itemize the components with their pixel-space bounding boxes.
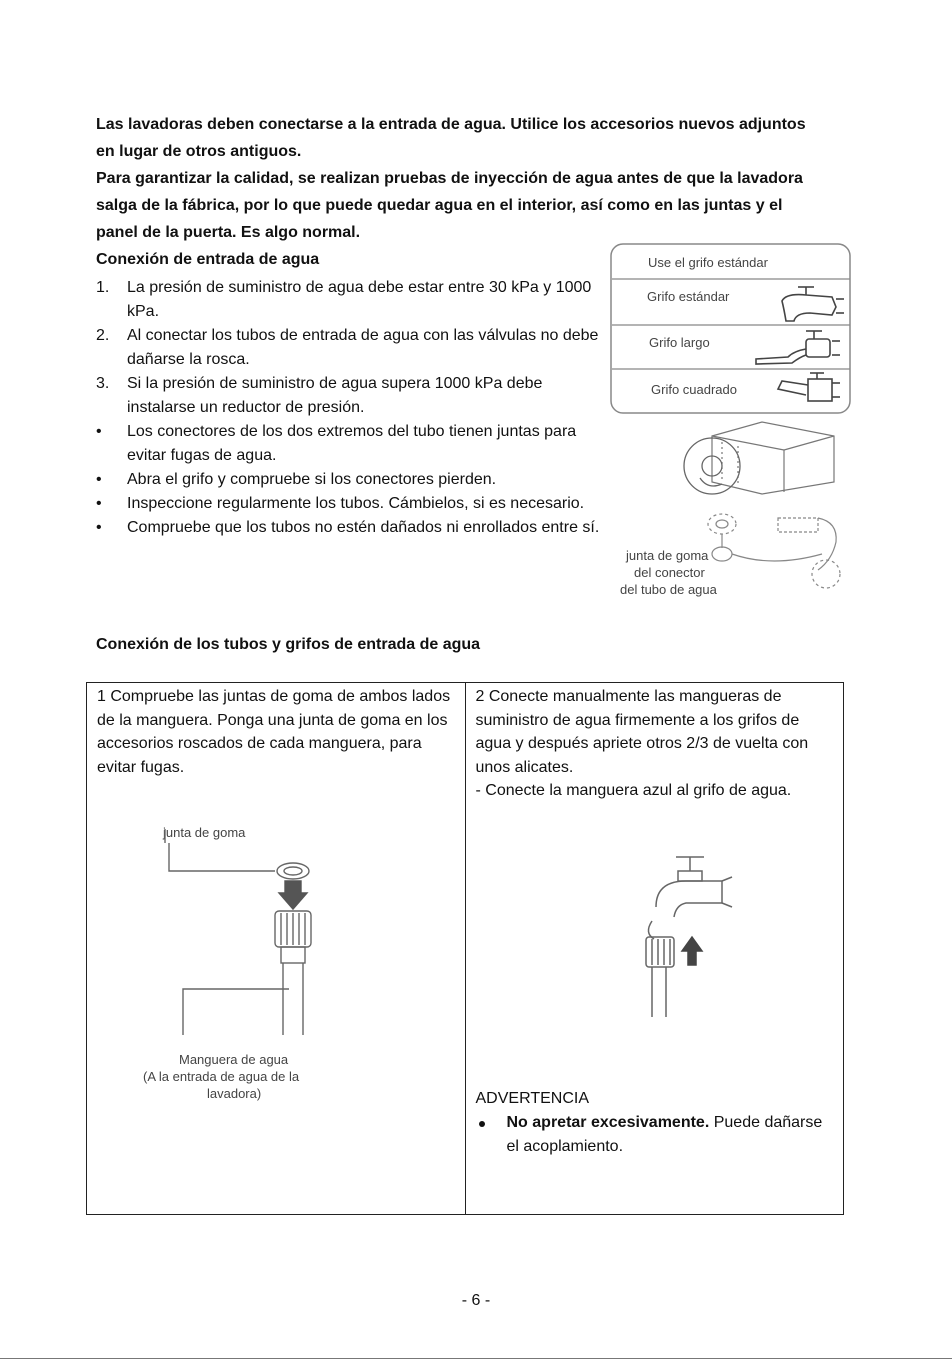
- warning-bold-text: No apretar excesivamente.: [506, 1114, 710, 1131]
- list-item: [96, 276, 606, 324]
- intro-line-5: panel de la puerta. Es algo normal.: [96, 224, 361, 241]
- hose-label-line-1: Manguera de agua: [179, 1052, 289, 1067]
- intro-line-1: Las lavadoras deben conectarse a la entrada de agua. Utilice los accesorios nuevos adjuntos: [96, 116, 806, 133]
- connector-label-line-2: del conector: [634, 565, 705, 580]
- faucet-hose-figure: [476, 841, 832, 1061]
- intro-line-2: en lugar de otros antiguos.: [96, 143, 302, 160]
- list-item-text: Si la presión de suministro de agua supera 1000 kPa debe instalarse un reductor de presión.: [127, 375, 543, 416]
- warning-item: [476, 1111, 834, 1158]
- list-item: [96, 372, 606, 420]
- step-2-cell: [465, 683, 844, 1215]
- list-item: [96, 324, 606, 372]
- gasket-label: junta de goma: [163, 825, 246, 840]
- connector-label-line-1: junta de goma: [626, 548, 709, 563]
- warning-rest-text: Puede dañarse el acoplamiento.: [506, 1114, 823, 1155]
- standard-faucet-icon: [782, 287, 844, 321]
- step-2-note: - Conecte la manguera azul al grifo de agua.: [475, 782, 792, 799]
- intro-paragraph: [96, 111, 856, 246]
- list-item-text: Compruebe que los tubos no estén dañados ni enrollados entre sí.: [127, 519, 600, 536]
- instruction-list: [96, 276, 606, 540]
- list-item: [96, 516, 606, 540]
- list-marker: 3.: [96, 375, 110, 392]
- washer-back-icon: [712, 422, 834, 494]
- bullet-icon: [479, 1121, 485, 1127]
- hose-label-line-3: lavadora): [207, 1086, 262, 1101]
- hose-label-line-2: (A la entrada de agua de la: [143, 1069, 300, 1084]
- faucet-types-figure: [610, 243, 852, 415]
- page-number: - 6 -: [461, 1292, 491, 1309]
- section-heading-hoses-faucets: Conexión de los tubos y grifos de entrada de agua: [96, 636, 481, 653]
- list-item-text: Inspeccione regularmente los tubos. Cámbielos, si es necesario.: [127, 495, 585, 512]
- list-item: [96, 492, 606, 516]
- rubber-gasket-figure: [97, 819, 453, 1119]
- intro-line-4: salga de la fábrica, por lo que puede quedar agua en el interior, así como en las juntas y el: [96, 197, 783, 214]
- list-marker: •: [96, 495, 102, 512]
- list-item-text: La presión de suministro de agua debe estar entre 30 kPa y 1000 kPa.: [127, 279, 592, 320]
- step-1-cell: [87, 683, 466, 1215]
- list-marker: 1.: [96, 279, 110, 296]
- list-marker: •: [96, 471, 102, 488]
- footer-divider: [0, 1358, 952, 1359]
- intro-line-3: Para garantizar la calidad, se realizan pruebas de inyección de agua antes de que la lavadora: [96, 170, 803, 187]
- hose-connector-figure: [612, 418, 852, 602]
- long-faucet-icon: [756, 331, 840, 364]
- faucet-row-standard: Grifo estándar: [647, 289, 730, 304]
- list-item: [96, 468, 606, 492]
- square-faucet-icon: [778, 373, 840, 401]
- list-item-text: Los conectores de los dos extremos del tubo tienen juntas para evitar fugas de agua.: [127, 423, 577, 464]
- list-marker: •: [96, 519, 102, 536]
- list-item: [96, 420, 606, 468]
- list-marker: 2.: [96, 327, 110, 344]
- list-item-text: Abra el grifo y compruebe si los conectores pierden.: [127, 471, 497, 488]
- steps-table: [86, 682, 844, 1215]
- step-2-text: 2 Conecte manualmente las mangueras de suministro de agua firmemente a los grifos de agua y después apriete otros 2/3 de vuelta con unos alicates.: [475, 688, 809, 776]
- list-marker: •: [96, 423, 102, 440]
- hose-fitting-icon: [165, 829, 311, 1035]
- connector-label-line-3: del tubo de agua: [620, 582, 717, 597]
- faucet-with-hose-icon: [646, 857, 732, 1017]
- faucet-row-long: Grifo largo: [649, 335, 710, 350]
- section-heading-water-inlet: Conexión de entrada de agua: [96, 251, 320, 268]
- faucet-row-square: Grifo cuadrado: [651, 382, 737, 397]
- faucet-figure-header: Use el grifo estándar: [648, 255, 768, 270]
- list-item-text: Al conectar los tubos de entrada de agua con las válvulas no debe dañarse la rosca.: [127, 327, 599, 368]
- warning-title: ADVERTENCIA: [475, 1089, 590, 1107]
- step-1-text: 1 Compruebe las juntas de goma de ambos lados de la manguera. Ponga una junta de goma en los accesorios roscados de cada manguera, para evitar fugas.: [97, 688, 451, 776]
- connector-detail-icon: [708, 514, 840, 588]
